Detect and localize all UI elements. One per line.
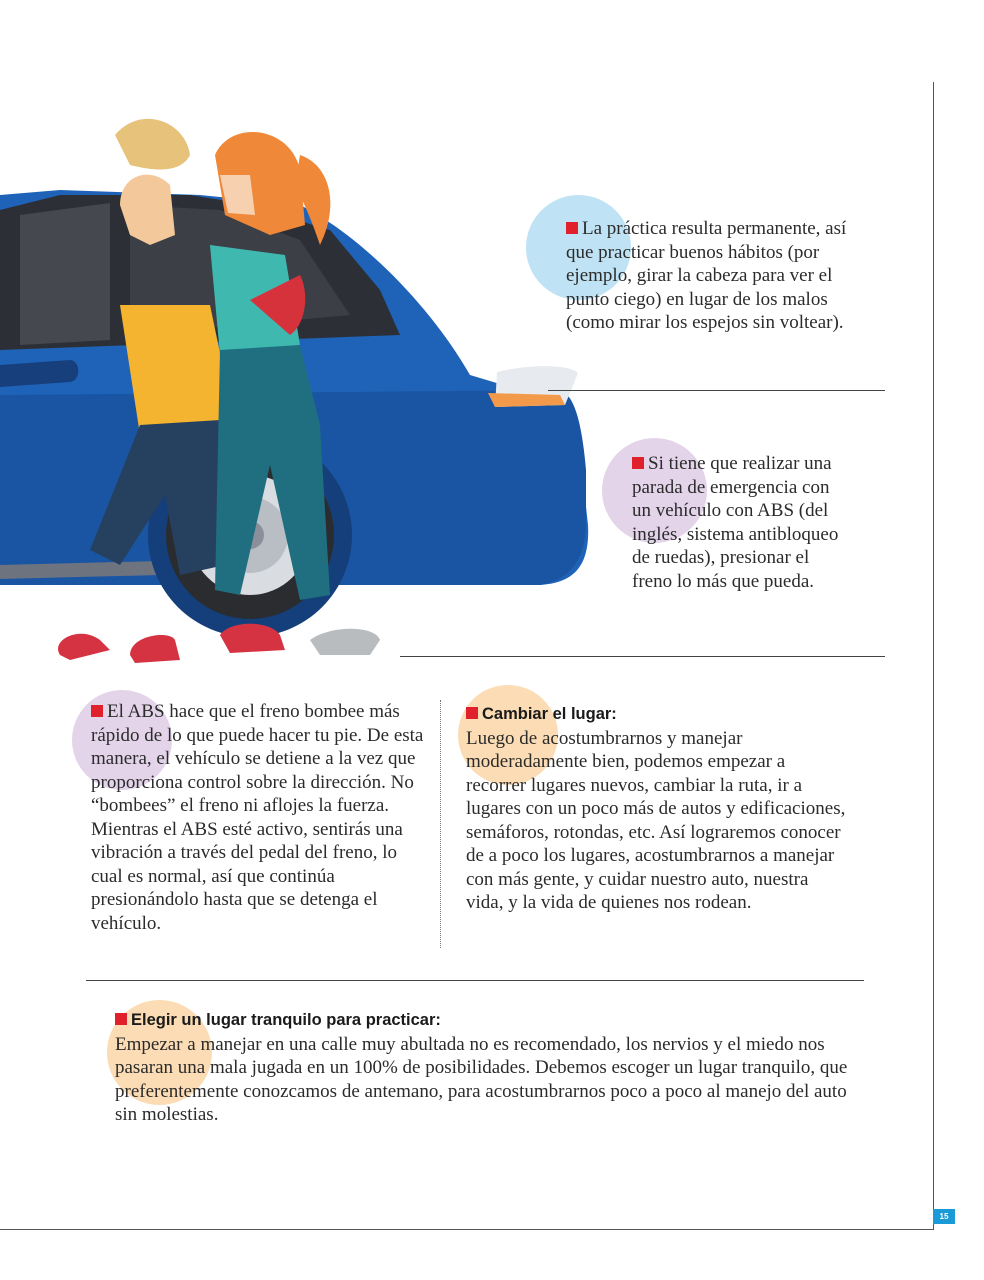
bullet-square xyxy=(566,222,578,234)
column-divider xyxy=(440,700,441,948)
tip-abs-explained xyxy=(91,700,425,935)
tip-text: Empezar a manejar en una calle muy abultada no es recomendado, los nervios y el miedo nos pasaran una mala jugada en un 100% de posibilidades. Debemos escoger un lugar tranquilo, que preferentemente conozcamos de antemano, para acostumbrarnos poco a poco al manejo del auto sin molestias. xyxy=(115,1033,848,1125)
divider xyxy=(400,656,885,657)
tip-emergency-stop xyxy=(632,452,844,593)
bullet-square xyxy=(115,1013,127,1025)
bullet-square xyxy=(466,707,478,719)
bullet-square xyxy=(91,705,103,717)
tip-heading: Elegir un lugar tranquilo para practicar: xyxy=(131,1011,441,1029)
tip-change-place xyxy=(466,702,846,915)
divider xyxy=(548,390,885,391)
tip-text: El ABS hace que el freno bombee más rápido de lo que puede hacer tu pie. De esta manera, el vehículo se detiene a la vez que proporciona control sobre la dirección. No “bombees” el freno ni aflojes la fuerza. Mientras el ABS esté activo, sentirás una vibración a través del pedal del freno, lo cual es normal, así que continúa presionándolo hasta que se detenga el vehículo. xyxy=(91,701,424,934)
bullet-square xyxy=(632,457,644,469)
page-frame-right xyxy=(933,82,934,1230)
tip-text: Luego de acostumbrarnos y manejar moderadamente bien, podemos empezar a recorrer lugares nuevos, cambiar la ruta, ir a lugares con un poco más de autos y edificaciones, semáforos, rotondas, etc. Así lograremos conocer de a poco los lugares, acostumbrarnos a manejar con más gente, y cuidar nuestro auto, nuestra vida, y la vida de quienes nos rodean. xyxy=(466,727,846,913)
couple-car-illustration xyxy=(0,95,600,670)
page-frame-bottom xyxy=(0,1229,934,1230)
tip-text: Si tiene que realizar una parada de emergencia con un vehículo con ABS (del inglés, sistema antibloqueo de ruedas), presionar el freno lo más que pueda. xyxy=(632,453,839,592)
page-number: 15 xyxy=(933,1209,955,1224)
tip-practice-habits xyxy=(566,217,866,335)
tip-text: La práctica resulta permanente, así que practicar buenos hábitos (por ejemplo, girar la cabeza para ver el punto ciego) en lugar de los malos (como mirar los espejos sin voltear). xyxy=(566,218,847,333)
tip-quiet-place xyxy=(115,1008,855,1127)
divider xyxy=(86,980,864,981)
tip-heading: Cambiar el lugar: xyxy=(482,705,617,723)
